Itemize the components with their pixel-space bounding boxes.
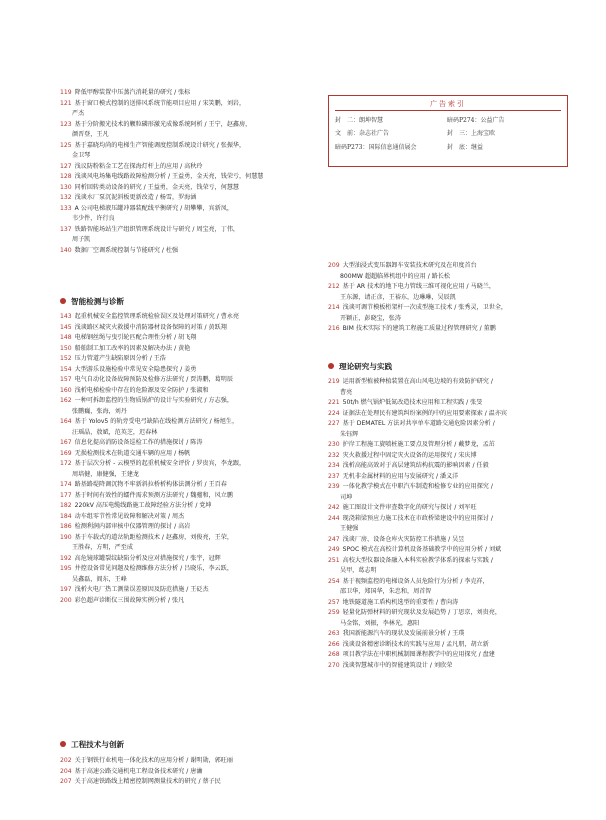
page-number: 125 — [60, 141, 72, 149]
page-number: 123 — [60, 120, 72, 128]
toc-entry[interactable] — [328, 640, 568, 651]
page-number: 270 — [328, 661, 340, 669]
section-heading: 智能检测与诊断 — [60, 296, 124, 307]
page-number: 184 — [60, 512, 72, 520]
entry-title-line: 王东源，请正彦，王裕东，边琳琳，吴辰凯 — [340, 293, 456, 301]
toc-entry[interactable] — [60, 501, 300, 512]
toc-entry[interactable] — [60, 99, 300, 120]
page-number: 219 — [328, 378, 340, 385]
toc-entry[interactable] — [328, 598, 568, 609]
page-number: 251 — [328, 556, 340, 564]
page-number: 200 — [60, 596, 72, 604]
page-number: 192 — [60, 554, 72, 562]
page-number: 230 — [328, 441, 340, 448]
page-number: 152 — [60, 355, 72, 362]
entry-title-line: 开颖正，彭晓宝，张涛 — [340, 314, 401, 322]
ad-advertiser: 继益 — [471, 144, 484, 151]
entry-title-line: 张鹏巍，张海，刘丹 — [72, 407, 127, 415]
page-number: 150 — [60, 344, 72, 352]
page-number: 143 — [60, 313, 72, 320]
entry-title-line: 运用新型植被种植装置在高山风电边坡的有效防护研究 / — [342, 378, 493, 385]
entry-title-line: 一体化教学模式在中职汽车制造和检修专业的应用探究 / — [342, 483, 493, 490]
page-number: 177 — [60, 491, 72, 499]
toc-entry[interactable] — [60, 193, 300, 204]
page-number: 242 — [328, 504, 340, 511]
page-number: 209 — [328, 262, 340, 269]
page-number: 266 — [328, 640, 340, 648]
entry-title-line: 金卫琴 — [72, 152, 91, 159]
page-number: 239 — [328, 483, 340, 490]
page-number: 268 — [328, 651, 340, 658]
toc-entry[interactable] — [328, 419, 568, 440]
page-number: 128 — [60, 173, 72, 180]
ad-index-item — [447, 128, 495, 137]
entry-title-line: 压力管道产生缺陷原因分析 / 王浩 — [74, 355, 166, 362]
entry-title-line: 关于高速铁路线上精密控制网测量技术的研究 / 蔡子民 — [74, 778, 221, 785]
page-number: 148 — [60, 334, 72, 341]
entry-title-line: 无机非金属材料的应用与发展研究 / 潘义洋 — [342, 472, 459, 480]
entry-title-line: 50t/h 燃气锅炉低氮改造技术应用和工程实践 / 张旻 — [342, 399, 483, 406]
toc-entry[interactable] — [60, 312, 300, 323]
page-number: 160 — [60, 386, 72, 394]
toc-entry[interactable] — [60, 533, 300, 554]
ad-position: 封 三： — [447, 130, 472, 137]
entry-title-line: 轻量化防弹材料的研究现状及发展趋势 / 丁思京，刘贵亮， — [342, 609, 501, 616]
toc-entry[interactable] — [60, 459, 300, 480]
toc-entry[interactable] — [60, 564, 300, 585]
ad-index-title: 广告索引 — [430, 100, 466, 108]
ad-index-box — [328, 95, 568, 167]
entry-title-line: SPOC 模式在高校计算机设备基础教学中的应用分析 / 刘斌 — [342, 546, 502, 553]
page-number: 132 — [60, 194, 72, 201]
toc-entry[interactable] — [60, 585, 300, 596]
page-number: 197 — [60, 586, 72, 593]
page-number: 227 — [328, 420, 340, 427]
toc-entry[interactable] — [60, 438, 300, 449]
page-number: 224 — [328, 409, 340, 417]
entry-title-line: 基于分阶搬光技术的颗粒磷形激光成像系统阿析 / 王宁，赵鑫房， — [74, 120, 252, 128]
page-number: 162 — [60, 397, 72, 404]
toc-entry[interactable] — [60, 522, 300, 533]
toc-entry[interactable] — [60, 323, 300, 334]
entry-title-line: 基于层次分析 - 云模型的起重机械安全评价 / 罗贵宾，李龙跟， — [74, 460, 246, 467]
page-number: 259 — [328, 609, 340, 616]
toc-entry[interactable] — [328, 461, 568, 472]
toc-entry[interactable] — [60, 375, 300, 386]
page-number: 216 — [328, 325, 340, 332]
toc-entry[interactable] — [328, 535, 568, 546]
page-number: 214 — [328, 304, 340, 311]
entry-title-line: BIM 技术实际下的建筑工程施工质量过程管理研究 / 董鹏 — [342, 325, 496, 332]
page-number: 237 — [328, 472, 340, 480]
toc-entry[interactable] — [328, 472, 568, 483]
entry-title-line: 施工图设计文件审查数字化的研究与探讨 / 刘军旺 — [342, 504, 477, 511]
entry-title-line: 基于 DEMATEL 方法对共享单车道路交通危险因素分析 / — [342, 420, 495, 427]
toc-entry[interactable] — [60, 554, 300, 565]
toc-entry[interactable] — [60, 480, 300, 491]
entry-title-line: 船舶制工加工改率的因素及解决办法 / 黄艳 — [74, 344, 191, 352]
toc-entry[interactable] — [60, 365, 300, 376]
ad-position: 暗码P273： — [335, 144, 369, 151]
entry-title-line: 灾火救援过程中固定灾火设备的运用探究 / 宋庆博 — [342, 451, 477, 459]
entry-title-line: 基于时间有效性的蠕件需求预测方法研究 / 魏骝和，风立鹏 — [74, 491, 233, 499]
ad-advertiser: 上海宝欧 — [471, 130, 496, 137]
entry-title-line: 朱钰辉 — [340, 430, 359, 438]
section-bullet-icon — [60, 741, 66, 747]
entry-title-line: 颜晋登，王凡 — [72, 131, 109, 138]
entry-title-line: 韦少件，许行良 — [72, 215, 115, 222]
ad-advertiser: 杂志社广告 — [359, 130, 390, 137]
toc-entry[interactable] — [60, 386, 300, 397]
ad-position: 封 二： — [335, 117, 360, 124]
ad-position: 文 前： — [335, 130, 360, 137]
entry-title-line: 基于高速公路交通机电工程设备技术研究 / 唐瀹 — [74, 767, 203, 775]
entry-title-line: 无损检测技术在轨道交通车辆的应用 / 杨帆 — [74, 449, 191, 457]
entry-title-line: 吴甲，葛志明 — [340, 567, 377, 574]
page-number: 169 — [60, 449, 72, 457]
entry-title-line: 基于车载式的道岔轨距检测技术 / 赵鑫房，刘俊亮，王荣， — [74, 533, 233, 541]
entry-title-line: 基于 Yolov5 的轨旁受电弓缺陷在线检测方法研究 / 杨旭生， — [74, 418, 239, 425]
entry-title-line: 一种可拆卸监控的生物质锅炉的设计与实验研究 / 方志强， — [74, 397, 233, 404]
entry-title-line: 大型油浸式变压器卸车安装技术研究及在印度首台 — [342, 262, 477, 269]
toc-entry[interactable] — [60, 777, 300, 788]
entry-title-line: 井控设备常见问题及检测维修方法分析 / 吕晓乐，李云跃， — [74, 565, 233, 572]
toc-entry[interactable] — [328, 398, 568, 409]
entry-title-line: 曹亮 — [340, 388, 353, 396]
entry-title-line: 同析回转类动设备的研究 / 王益勇，金天亮，钱荣亏，何慧慧 — [74, 183, 240, 191]
entry-title-line: 铁路智能场站生产组织管理系统设计与研究 / 周宝亮，丁伟， — [74, 225, 240, 233]
page-number: 257 — [328, 598, 340, 606]
page-number: 234 — [328, 462, 340, 469]
page-number: 164 — [60, 418, 72, 425]
entry-title-line: 路基路堤降调沉物不牢新斜拉桥析构体法测分析 / 王百春 — [74, 481, 227, 488]
toc-entry[interactable] — [60, 756, 300, 767]
entry-title-line: 吴鑫磊，阎东，王峰 — [72, 575, 127, 583]
entry-title-line: 现浇箱梁预应力施工技术在市政桥梁建设中的应用探讨 / — [342, 514, 493, 522]
toc-entry[interactable] — [328, 503, 568, 514]
toc-entry[interactable] — [60, 333, 300, 344]
toc-entry[interactable] — [60, 225, 300, 246]
toc-entry[interactable] — [328, 409, 568, 420]
ad-position: 暗码P274： — [447, 117, 481, 124]
page-number: 157 — [60, 376, 72, 383]
entry-title-line: 护岸工程施工旋喷桩施工要点及管理分析 / 戴梦龙，孟茁 — [342, 441, 495, 448]
toc-entry[interactable] — [328, 661, 568, 672]
entry-title-line: 基于窗口模式控制的送排风系统节能项目应用 / 宋笑鹏，刘岩， — [74, 99, 246, 107]
entry-title-line: 王健强 — [340, 525, 359, 532]
entry-title-line: 基于 AR 技术的地下电力管线三维可视化应用 / 马晓兰， — [342, 283, 495, 290]
entry-title-line: 汪瑶晶，敖斌，范英芝，迟春林 — [72, 428, 158, 436]
toc-entry[interactable] — [60, 767, 300, 778]
toc-entry[interactable] — [60, 204, 300, 225]
toc-entry[interactable] — [328, 451, 568, 462]
toc-entry[interactable] — [60, 354, 300, 365]
ad-index-item — [335, 128, 389, 137]
toc-entry[interactable] — [328, 303, 568, 324]
entry-title-line: 证据法在处理民有建筑纠纷案例的中的应用要素探索 / 温亦宾 — [342, 409, 508, 417]
entry-title-line: 基于嘉晓均尚的电梯生产智能调度控制系统设计研究 / 张振华， — [74, 141, 246, 149]
entry-title-line: 周子凯 — [72, 236, 91, 243]
entry-title-line: 动车组零节性常见故障和解决对策 / 周杰 — [74, 512, 185, 520]
entry-title-line: 高危镜球罐裂纹缺陷分析及应对措施探究 / 张宇，冠辉 — [74, 554, 221, 562]
entry-title-line: 电气自动化设备故障预防及检修方法研究 / 贾涛鹏，葛明辰 — [74, 376, 233, 383]
page-number: 145 — [60, 323, 72, 331]
toc-entry[interactable] — [328, 440, 568, 451]
ad-index-divider — [335, 110, 561, 111]
page-number: 119 — [60, 89, 72, 96]
toc-entry[interactable] — [328, 608, 568, 629]
page-number: 127 — [60, 162, 72, 170]
ad-advertiser: 朗坤智慧 — [359, 117, 384, 124]
entry-title-line: 浅谈智慧城市中的智能建筑设计 / 刘欣荣 — [342, 661, 453, 669]
entry-title-line: 浅谈水厂泵沉泥斜板更新改造 / 杨雪，罗海涵 — [74, 194, 197, 201]
section-heading: 理论研究与实践 — [328, 361, 392, 372]
toc-entry[interactable] — [60, 120, 300, 141]
toc-entry[interactable] — [60, 172, 300, 183]
page-number: 182 — [60, 502, 72, 509]
page-number: 130 — [60, 183, 72, 191]
entry-title-line: 浅谈设备精密诊断技术的实践与应用 / 孟凡朋，胡立新 — [342, 640, 489, 648]
page-number: 133 — [60, 204, 72, 212]
entry-title-line: 严杰 — [72, 110, 85, 117]
section-heading: 工程技术与创新 — [60, 739, 124, 750]
entry-title-line: 浅谈可调节模板桁架杆一次成型施工技术 / 张秀灵，卫世全， — [342, 304, 508, 311]
toc-entry[interactable] — [60, 141, 300, 162]
toc-entry[interactable] — [328, 482, 568, 503]
page-number: 186 — [60, 523, 72, 530]
entry-title-line: A 公司电梯液压罐冲器装配线平衡研究 / 胡攀攀，宾新凤， — [74, 204, 233, 212]
ad-position: 封 底： — [447, 144, 472, 151]
entry-title-line: 浅谈风电场集电线路故障检测分析 / 王益勇，金天亮，钱荣亏，何慧慧 — [74, 173, 264, 180]
section-bullet-icon — [328, 363, 334, 369]
ad-advertiser: 公益广告 — [480, 117, 505, 124]
entry-title-line: 高校大型仪器设备融入本科实验教学体系的探索与实践 / — [342, 556, 493, 564]
entry-title-line: 电梯钢丝绳与曳引轮匹配合理性分析 / 胡飞翔 — [74, 334, 197, 341]
toc-entry[interactable] — [328, 261, 568, 282]
page-number: 121 — [60, 99, 72, 107]
entry-title-line: 邵卫华，郑国华，朱忠和，周首智 — [340, 588, 432, 595]
entry-title-line: 浅析高能高效对于高层建筑结构抗震的影响因素 / 任毅 — [342, 462, 489, 469]
entry-title-line: 大型游乐设施检验中常见安全隐患探究 / 姜勇 — [74, 365, 197, 373]
ad-advertiser: 国际信息通信展会 — [368, 144, 417, 151]
entry-title-line: 800MW 超超临界机组中的应用 / 路长松 — [340, 272, 450, 280]
toc-entry[interactable] — [328, 514, 568, 535]
page-number: 172 — [60, 460, 72, 467]
page-number: 195 — [60, 565, 72, 572]
toc-entry[interactable] — [328, 556, 568, 577]
toc-entry[interactable] — [60, 449, 300, 460]
entry-title-line: 基于视频监控的电梯设备人员危险行为分析 / 李克祥， — [342, 577, 489, 585]
entry-title-line: 王胜春，方明，严至成 — [72, 544, 133, 551]
entry-title-line: 220kV 高压电缆线路施工故障经验方法分析 / 党坤 — [74, 502, 212, 509]
toc-entry[interactable] — [60, 246, 300, 257]
toc-entry[interactable] — [328, 577, 568, 598]
entry-title-line: 浅析电梯检验中存在的危险源及安全防护 / 张淑和 — [74, 386, 209, 394]
entry-title-line: 项目教学法在中职机械制图课程教学中的应用探究 / 盘建 — [342, 651, 495, 658]
entry-title-line: 浅谈厂房、设备仓库火灾防控工作措施 / 吴昱 — [342, 535, 465, 543]
toc-entry[interactable] — [328, 324, 568, 335]
toc-entry[interactable] — [60, 491, 300, 502]
toc-entry[interactable] — [328, 650, 568, 661]
ad-index-item — [447, 115, 505, 124]
entry-title-line: 彩色超声诊断仪三围故障实例分析 / 张凡 — [74, 596, 185, 604]
page-number: 249 — [328, 546, 340, 553]
page-number: 244 — [328, 514, 340, 522]
page-number: 204 — [60, 767, 72, 775]
entry-title-line: 起重机械安全监控管理系统检验误区及处理对策研究 / 曹永亮 — [74, 313, 240, 320]
page-number: 137 — [60, 225, 72, 233]
entry-title-line: 检测利润内部审核中仪器管理的探讨 / 高岩 — [74, 523, 191, 530]
page-number: 202 — [60, 757, 72, 764]
page-number: 154 — [60, 365, 72, 373]
entry-title-line: 降低甲醇装置中压蒸汽消耗量的研究 / 张标 — [74, 89, 191, 96]
toc-entry[interactable] — [60, 396, 300, 417]
entry-title-line: 数据厂空调系统控制与节能研究 / 杜强 — [74, 246, 179, 254]
page-number: 221 — [328, 399, 340, 406]
page-number: 140 — [60, 246, 72, 254]
toc-entry[interactable] — [328, 629, 568, 640]
page-number: 263 — [328, 630, 340, 637]
toc-entry[interactable] — [60, 183, 300, 194]
entry-title-line: 浅谈路区城灾火救援中消防器材设备保障的对策 / 黄跃翔 — [74, 323, 227, 331]
toc-entry[interactable] — [60, 162, 300, 173]
ad-index-item — [335, 142, 417, 151]
ad-index-item — [335, 115, 383, 124]
page-number: 254 — [328, 577, 340, 585]
entry-title-line: 信息化提高消防设备巡检工作的措施探讨 / 陈涛 — [74, 439, 203, 446]
entry-title-line: 周培健，康健强，王建龙 — [72, 470, 140, 478]
page-number: 212 — [328, 283, 340, 290]
entry-title-line: 关于钢铁行业机电一体化技术的应用分析 / 谢明勋，郭旺丽 — [74, 757, 233, 764]
page-number: 174 — [60, 481, 72, 488]
entry-title-line: 司坤 — [340, 493, 353, 501]
toc-entry[interactable] — [328, 545, 568, 556]
page-number: 167 — [60, 439, 72, 446]
entry-title-line: 地铁隧道施工盾构机选型的重要性 / 曹向涛 — [342, 598, 459, 606]
ad-index-item — [447, 142, 483, 151]
toc-entry[interactable] — [60, 417, 300, 438]
entry-title-line: 马金铭，刘振，李林光，惠阳 — [340, 619, 420, 627]
entry-title-line: 我国新能源汽车的现状及发展前景分析 / 王璞 — [342, 630, 465, 637]
page-number: 207 — [60, 778, 72, 785]
toc-entry[interactable] — [60, 88, 300, 99]
entry-title-line: 浅议防粉粘金工艺在探海灯杆上的应用 / 高秋玲 — [74, 162, 203, 170]
page-number: 232 — [328, 451, 340, 459]
entry-title-line: 浅析火电厂热工测量误差原因及防范措施 / 王砭杰 — [74, 586, 209, 593]
toc-entry[interactable] — [60, 344, 300, 355]
section-bullet-icon — [60, 298, 66, 304]
toc-entry[interactable] — [328, 377, 568, 398]
toc-entry[interactable] — [328, 282, 568, 303]
page-number: 247 — [328, 535, 340, 543]
toc-entry[interactable] — [60, 512, 300, 523]
toc-entry[interactable] — [60, 596, 300, 607]
page-number: 190 — [60, 533, 72, 541]
